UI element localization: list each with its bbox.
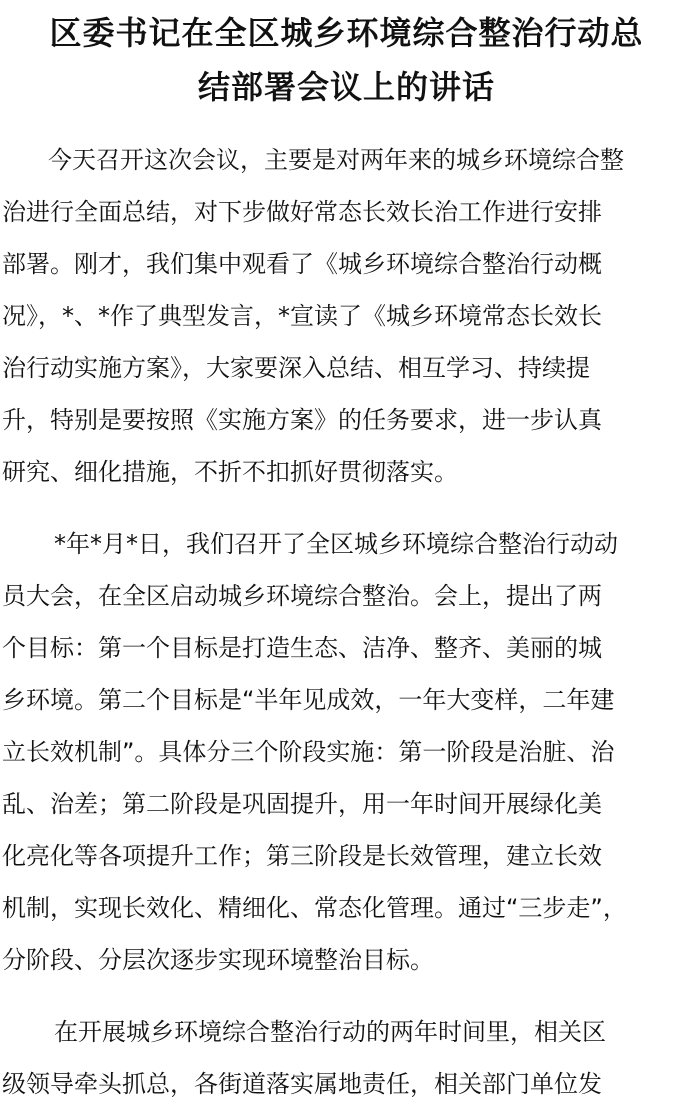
- title-line-1: 区委书记在全区城乡环境综合整治行动总: [49, 14, 644, 52]
- paragraph-line: 乱、治差；第二阶段是巩固提升，用一年时间开展绿化美: [2, 790, 602, 818]
- paragraph-line: 治行动实施方案》，大家要深入总结、相互学习、持续提: [2, 354, 590, 382]
- paragraph-line: 立长效机制”。具体分三个阶段实施：第一阶段是治脏、治: [2, 738, 615, 766]
- paragraph-line: 况》，*、*作了典型发言，*宣读了《城乡环境常态长效长: [2, 302, 602, 330]
- paragraph-line: 升，特别是要按照《实施方案》的任务要求，进一步认真: [2, 406, 602, 434]
- paragraph-line: 个目标：第一个目标是打造生态、洁净、整齐、美丽的城: [2, 634, 602, 662]
- paragraph-line: 化亮化等各项提升工作；第三阶段是长效管理，建立长效: [2, 842, 602, 870]
- paragraph-line: 部署。刚才，我们集中观看了《城乡环境综合整治行动概: [2, 250, 602, 278]
- paragraph-line: 乡环境。第二个目标是“半年见成效，一年大变样，二年建: [2, 686, 615, 714]
- paragraph-3: [0, 1006, 693, 1097]
- paragraph-line: 分阶段、分层次逐步实现环境整治目标。: [2, 946, 434, 974]
- paragraph-line: 机制，实现长效化、精细化、常态化管理。通过“三步走”，: [2, 894, 627, 922]
- title-line-2: 结部署会议上的讲话: [197, 68, 495, 106]
- paragraph-line: *年*月*日，我们召开了全区城乡环境综合整治行动动: [54, 530, 618, 558]
- paragraph-line: 研究、细化措施，不折不扣抓好贯彻落实。: [2, 458, 458, 486]
- paragraph-line: 员大会，在全区启动城乡环境综合整治。会上，提出了两: [2, 582, 602, 610]
- document-body: [0, 134, 693, 1097]
- paragraph-line: 治进行全面总结，对下步做好常态长效长治工作进行安排: [2, 198, 602, 226]
- document-title: [0, 0, 693, 114]
- paragraph-1: [0, 134, 693, 498]
- paragraph-line: 级领导牵头抓总，各街道落实属地责任，相关部门单位发: [2, 1070, 602, 1097]
- paragraph-line: 今天召开这次会议，主要是对两年来的城乡环境综合整: [48, 146, 624, 174]
- paragraph-2: [0, 518, 693, 986]
- paragraph-line: 在开展城乡环境综合整治行动的两年时间里，相关区: [54, 1018, 606, 1046]
